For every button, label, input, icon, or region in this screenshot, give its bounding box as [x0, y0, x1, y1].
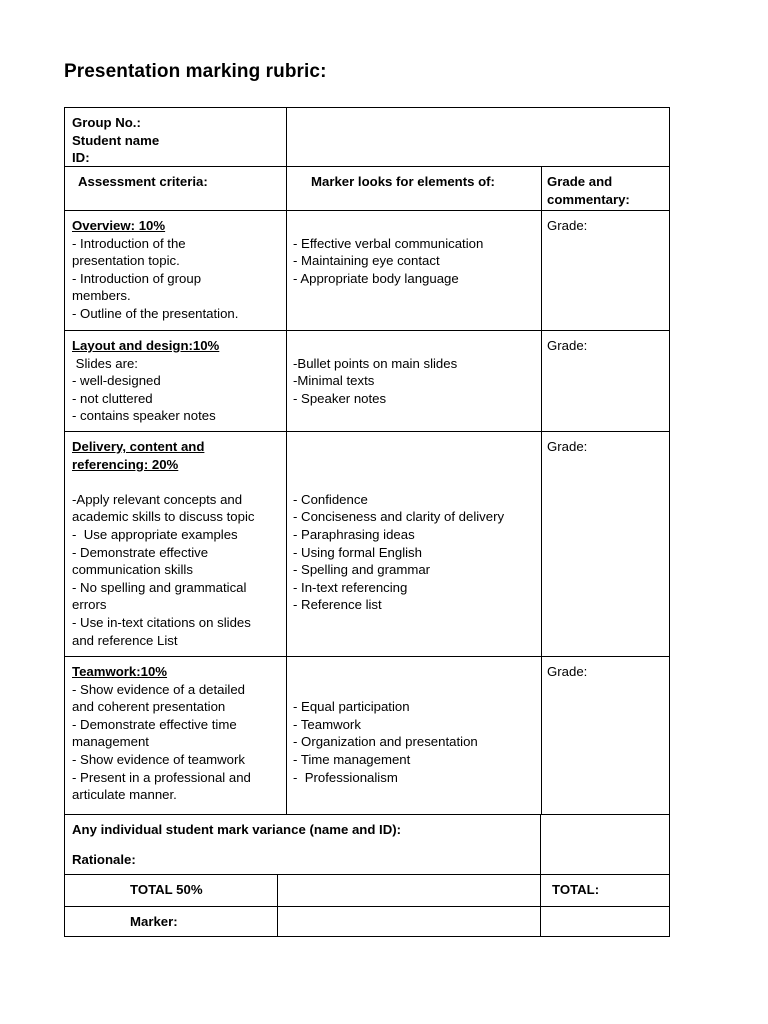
criteria-line: - contains speaker notes [72, 408, 216, 424]
teamwork-elements [286, 657, 541, 814]
variance-row [64, 814, 670, 875]
criteria-line: and reference List [72, 632, 178, 648]
element-item: - Using formal English [293, 544, 422, 560]
criteria-line: - Demonstrate effective time [72, 716, 237, 732]
element-item: - Time management [293, 751, 411, 767]
criteria-line: - Demonstrate effective [72, 544, 209, 560]
section-layout-row [64, 330, 670, 432]
element-item: - Maintaining eye contact [293, 253, 440, 269]
criteria-line: members. [72, 288, 131, 304]
teamwork-heading: Teamwork:10% [72, 664, 168, 679]
criteria-line: - Use in-text citations on slides [72, 614, 251, 630]
marker-looks-header: Marker looks for elements of: [286, 167, 541, 210]
criteria-line: management [72, 734, 149, 750]
teamwork-criteria [65, 657, 286, 814]
criteria-header: Assessment criteria: [78, 174, 208, 189]
page-title: Presentation marking rubric: [64, 61, 327, 82]
overview-grade-cell[interactable] [541, 211, 669, 330]
variance-label: Any individual student mark variance (name and ID): [72, 822, 402, 837]
total-value-label: TOTAL: [540, 875, 669, 906]
variance-cell[interactable] [65, 815, 540, 874]
student-info-labels [65, 108, 286, 166]
criteria-line: articulate manner. [72, 787, 177, 803]
grade-label: Grade: [547, 218, 588, 233]
element-item: - Paraphrasing ideas [293, 526, 415, 542]
element-item: - Professionalism [293, 769, 398, 785]
element-item: - Organization and presentation [293, 734, 478, 750]
section-delivery-row [64, 431, 670, 657]
criteria-line: and coherent presentation [72, 699, 226, 715]
criteria-line: communication skills [72, 562, 193, 578]
element-item: - In-text referencing [293, 579, 408, 595]
element-item: - Speaker notes [293, 390, 387, 406]
rationale-label: Rationale: [72, 851, 136, 867]
student-info-row [64, 107, 670, 167]
criteria-line: academic skills to discuss topic [72, 509, 255, 525]
total-row [64, 874, 670, 907]
overview-criteria [65, 211, 286, 330]
delivery-elements [286, 432, 541, 656]
overview-heading: Overview: 10% [72, 218, 166, 233]
criteria-line: - Introduction of the [72, 235, 186, 251]
layout-elements [286, 331, 541, 431]
criteria-line: - Outline of the presentation. [72, 305, 239, 321]
element-item: - Equal participation [293, 699, 410, 715]
teamwork-grade-cell[interactable] [541, 657, 669, 814]
criteria-line: - Show evidence of a detailed [72, 681, 246, 697]
criteria-line: - well-designed [72, 373, 161, 389]
criteria-line: - Use appropriate examples [72, 526, 238, 542]
criteria-line: - No spelling and grammatical [72, 579, 247, 595]
element-item: - Conciseness and clarity of delivery [293, 509, 505, 525]
group-label: Group No.: [72, 115, 141, 130]
criteria-line: errors [72, 597, 107, 613]
layout-heading: Layout and design:10% [72, 338, 220, 353]
delivery-criteria [65, 432, 286, 656]
element-item: -Bullet points on main slides [293, 355, 458, 371]
grade-header-line-1: Grade and [547, 174, 613, 189]
total-label: TOTAL 50% [130, 882, 203, 897]
delivery-heading-line-1: Delivery, content and [72, 439, 205, 454]
marker-extra-field[interactable] [540, 907, 669, 936]
rubric-table [64, 107, 670, 937]
criteria-line: presentation topic. [72, 253, 180, 269]
section-overview-row [64, 210, 670, 331]
delivery-heading-line-2: referencing: 20% [72, 456, 179, 472]
criteria-line: - Introduction of group [72, 270, 202, 286]
element-item: - Teamwork [293, 716, 361, 732]
total-field[interactable] [277, 875, 540, 906]
student-info-field[interactable] [286, 108, 669, 166]
grade-label: Grade: [547, 664, 588, 679]
layout-grade-cell[interactable] [541, 331, 669, 431]
grade-label: Grade: [547, 338, 588, 353]
criteria-line: - Show evidence of teamwork [72, 751, 245, 767]
grade-label: Grade: [547, 439, 588, 454]
header-row [64, 166, 670, 211]
overview-elements [286, 211, 541, 330]
element-item: - Reference list [293, 597, 382, 613]
criteria-line: - not cluttered [72, 390, 153, 406]
element-item: - Appropriate body language [293, 270, 459, 286]
element-item: - Effective verbal communication [293, 235, 484, 251]
delivery-grade-cell[interactable] [541, 432, 669, 656]
grade-header-line-2: commentary: [547, 191, 630, 207]
element-item: - Spelling and grammar [293, 562, 431, 578]
marker-field[interactable] [277, 907, 540, 936]
grade-header [541, 167, 669, 210]
element-item: - Confidence [293, 491, 368, 507]
variance-grade-cell[interactable] [540, 815, 669, 874]
criteria-line: -Apply relevant concepts and [72, 491, 243, 507]
layout-criteria [65, 331, 286, 431]
criteria-line: - Present in a professional and [72, 769, 251, 785]
marker-row [64, 906, 670, 937]
marker-label: Marker: [130, 914, 178, 929]
element-item: -Minimal texts [293, 373, 375, 389]
id-label: ID: [72, 150, 90, 166]
section-teamwork-row [64, 656, 670, 815]
criteria-line: Slides are: [72, 355, 138, 371]
student-name-label: Student name [72, 132, 160, 148]
